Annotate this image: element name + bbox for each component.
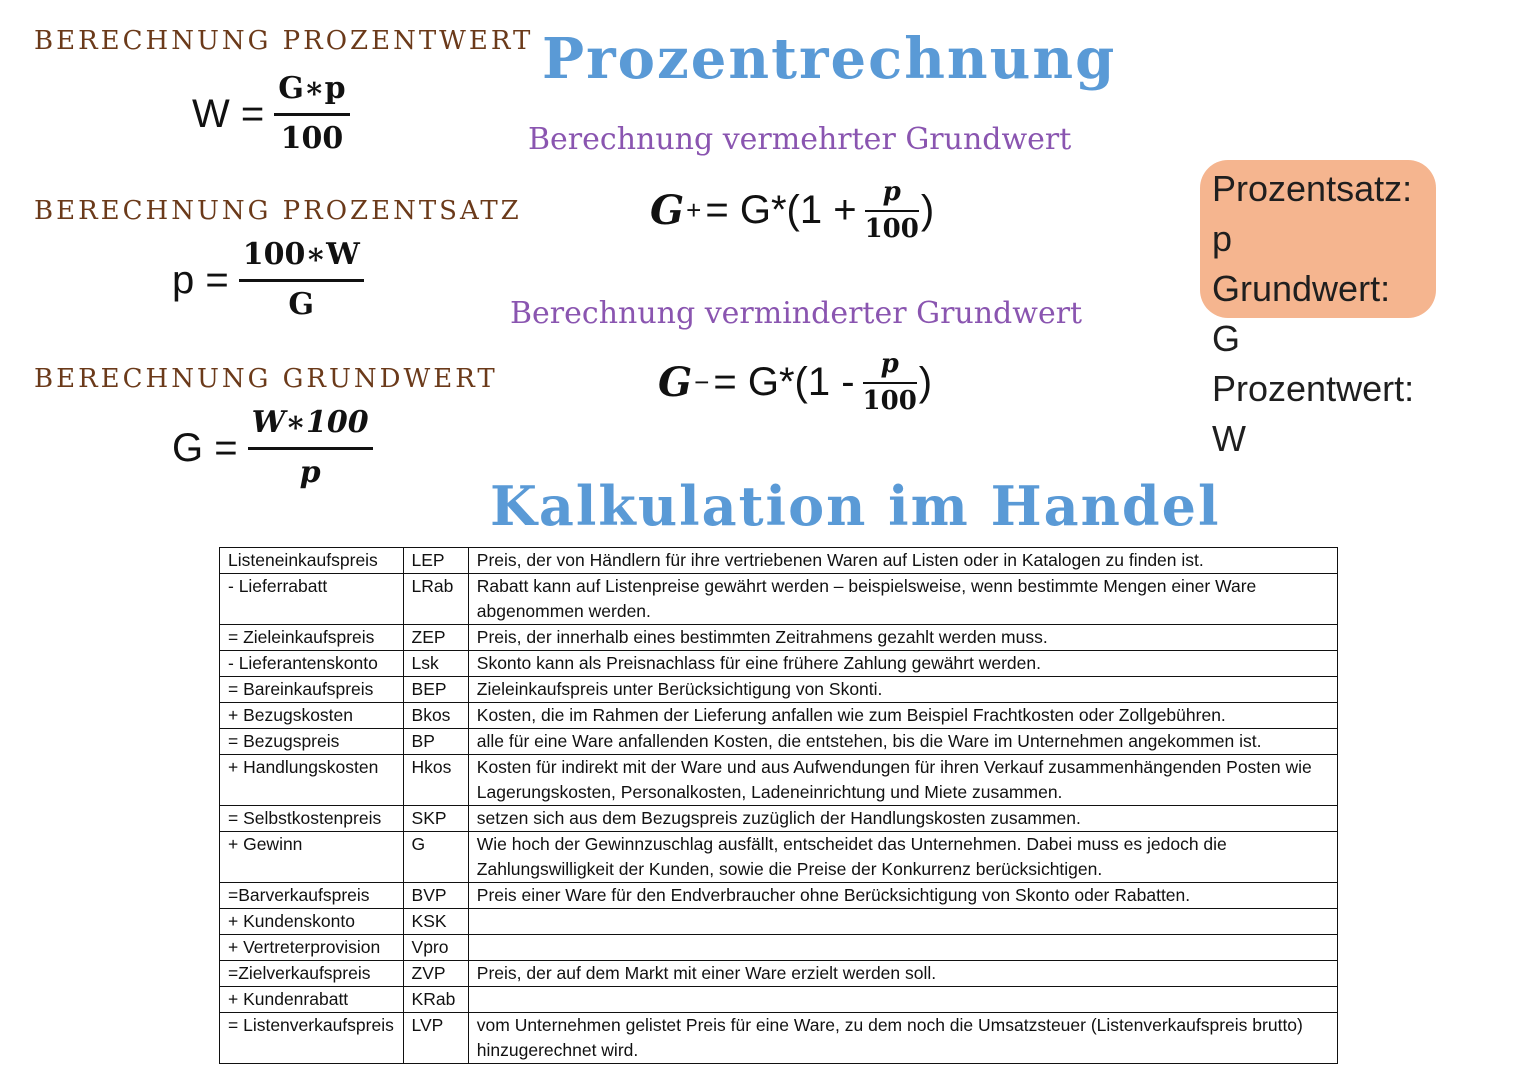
table-row [220,651,1338,677]
cell-item: + Gewinn [220,832,404,883]
cell-item: =Barverkaufspreis [220,883,404,909]
cell-description: Preis, der innerhalb eines bestimmten Zeitrahmens gezahlt werden muss. [468,625,1337,651]
legend-prozentwert: Prozentwert: W [1212,368,1415,459]
cell-item: = Zieleinkaufspreis [220,625,404,651]
heading-verminderter-grundwert: Berechnung verminderter Grundwert [510,296,1083,331]
denominator: p [299,454,321,490]
numerator: p [882,177,901,207]
table-row [220,883,1338,909]
table-row [220,832,1338,883]
cell-abbreviation: Lsk [403,651,468,677]
cell-item: = Listenverkaufspreis [220,1013,404,1064]
cell-description: Preis einer Ware für den Endverbraucher ohne Berücksichtigung von Skonto oder Rabatten. [468,883,1337,909]
cell-description: Preis, der von Händlern für ihre vertriebenen Waren auf Listen oder in Katalogen zu finden ist. [468,548,1337,574]
cell-description: Skonto kann als Preisnachlass für eine frühere Zahlung gewährt werden. [468,651,1337,677]
fraction [274,72,349,156]
legend-box [1200,160,1436,459]
cell-abbreviation: KSK [403,909,468,935]
denominator: 100 [864,213,919,244]
cell-description: Wie hoch der Gewinnzuschlag ausfällt, entscheidet das Unternehmen. Dabei muss es jedoch die Zahlungswilligkeit der Kunden, sowie die Preise der Konkurrenz berücksichtigen. [468,832,1337,883]
cell-abbreviation: BP [403,729,468,755]
numerator: 100∗W [242,237,360,272]
title-kalkulation: Kalkulation im Handel [490,474,1221,538]
formula-grundwert [172,406,373,490]
kalkulation-table [219,547,1338,1064]
cell-item: = Selbstkostenpreis [220,806,404,832]
formula-prozentwert [192,72,350,156]
numerator: p [880,349,899,379]
cell-description: alle für eine Ware anfallenden Kosten, die entstehen, bis die Ware im Unternehmen angekommen ist. [468,729,1337,755]
table-row [220,703,1338,729]
formula-lhs: G = [172,425,238,470]
cell-description: Kosten, die im Rahmen der Lieferung anfallen wie zum Beispiel Frachtkosten oder Zollgebühren. [468,703,1337,729]
cell-item: = Bezugspreis [220,729,404,755]
cell-item: =Zielverkaufspreis [220,961,404,987]
cell-abbreviation: LRab [403,574,468,625]
formula-lhs: W = [192,91,265,136]
table-row [220,935,1338,961]
cell-abbreviation: KRab [403,987,468,1013]
table-row [220,677,1338,703]
heading-prozentwert: BERECHNUNG PROZENTWERT [34,26,534,56]
cell-item: + Kundenskonto [220,909,404,935]
cell-abbreviation: ZVP [403,961,468,987]
cell-description: vom Unternehmen gelistet Preis für eine Ware, zu dem noch die Umsatzsteuer (Listenverkaufspreis brutto) hinzugerechnet wird. [468,1013,1337,1064]
cell-item: Listeneinkaufspreis [220,548,404,574]
formula-prozentsatz [172,238,364,322]
cell-item: + Bezugskosten [220,703,404,729]
denominator: G [288,286,315,322]
table-row [220,961,1338,987]
denominator: 100 [280,120,344,156]
table-row [220,909,1338,935]
denominator: 100 [862,385,917,416]
table-row [220,574,1338,625]
table-row [220,729,1338,755]
fraction [248,406,373,490]
cell-item: - Lieferantenskonto [220,651,404,677]
closing-paren: ) [920,188,935,233]
heading-grundwert: BERECHNUNG GRUNDWERT [34,364,498,394]
formula-vermehrter-grundwert [650,178,934,243]
superscript-plus: + [686,195,702,226]
cell-abbreviation: BVP [403,883,468,909]
cell-item: + Vertreterprovision [220,935,404,961]
cell-abbreviation: SKP [403,806,468,832]
legend-grundwert: Grundwert: G [1212,268,1391,359]
fraction [863,350,917,415]
cell-abbreviation: ZEP [403,625,468,651]
cell-abbreviation: G [403,832,468,883]
table-row [220,987,1338,1013]
closing-paren: ) [918,360,933,405]
cell-abbreviation: Hkos [403,755,468,806]
numerator: W∗100 [251,405,369,440]
cell-abbreviation: Vpro [403,935,468,961]
cell-item: = Bareinkaufspreis [220,677,404,703]
cell-description: Kosten für indirekt mit der Ware und aus Aufwendungen für ihren Verkauf zusammenhängenden Posten wie Lagerungskosten, Personalkosten, Ladeneinrichtung und Miete zusammen. [468,755,1337,806]
table-row [220,548,1338,574]
table-row [220,1013,1338,1064]
numerator: G∗p [278,71,346,106]
cell-description: Preis, der auf dem Markt mit einer Ware erzielt werden soll. [468,961,1337,987]
cell-description [468,935,1337,961]
cell-description: Zieleinkaufspreis unter Berücksichtigung von Skonti. [468,677,1337,703]
cell-abbreviation: Bkos [403,703,468,729]
expression: = G*(1 - [713,360,855,405]
heading-vermehrter-grundwert: Berechnung vermehrter Grundwert [528,122,1072,157]
table-row [220,755,1338,806]
title-prozentrechnung: Prozentrechnung [542,26,1117,92]
cell-description [468,987,1337,1013]
kalkulation-table-body [220,548,1338,1064]
superscript-minus: − [694,367,710,398]
heading-prozentsatz: BERECHNUNG PROZENTSATZ [34,196,522,226]
fraction [239,238,364,322]
cell-item: + Kundenrabatt [220,987,404,1013]
formula-lhs: p = [172,257,229,302]
cell-description: Rabatt kann auf Listenpreise gewährt werden – beispielsweise, wenn bestimmte Mengen einer Ware abgenommen werden. [468,574,1337,625]
formula-verminderter-grundwert [658,350,932,415]
cell-abbreviation: BEP [403,677,468,703]
expression: = G*(1 + [705,188,857,233]
table-row [220,806,1338,832]
cell-abbreviation: LVP [403,1013,468,1064]
cell-description [468,909,1337,935]
cell-description: setzen sich aus dem Bezugspreis zuzüglich der Handlungskosten zusammen. [468,806,1337,832]
legend-prozentsatz: Prozentsatz: p [1212,168,1413,259]
table-row [220,625,1338,651]
cell-item: - Lieferrabatt [220,574,404,625]
cell-abbreviation: LEP [403,548,468,574]
cell-item: + Handlungskosten [220,755,404,806]
g-symbol: G [658,359,693,407]
g-symbol: G [650,187,685,235]
fraction [865,178,919,243]
